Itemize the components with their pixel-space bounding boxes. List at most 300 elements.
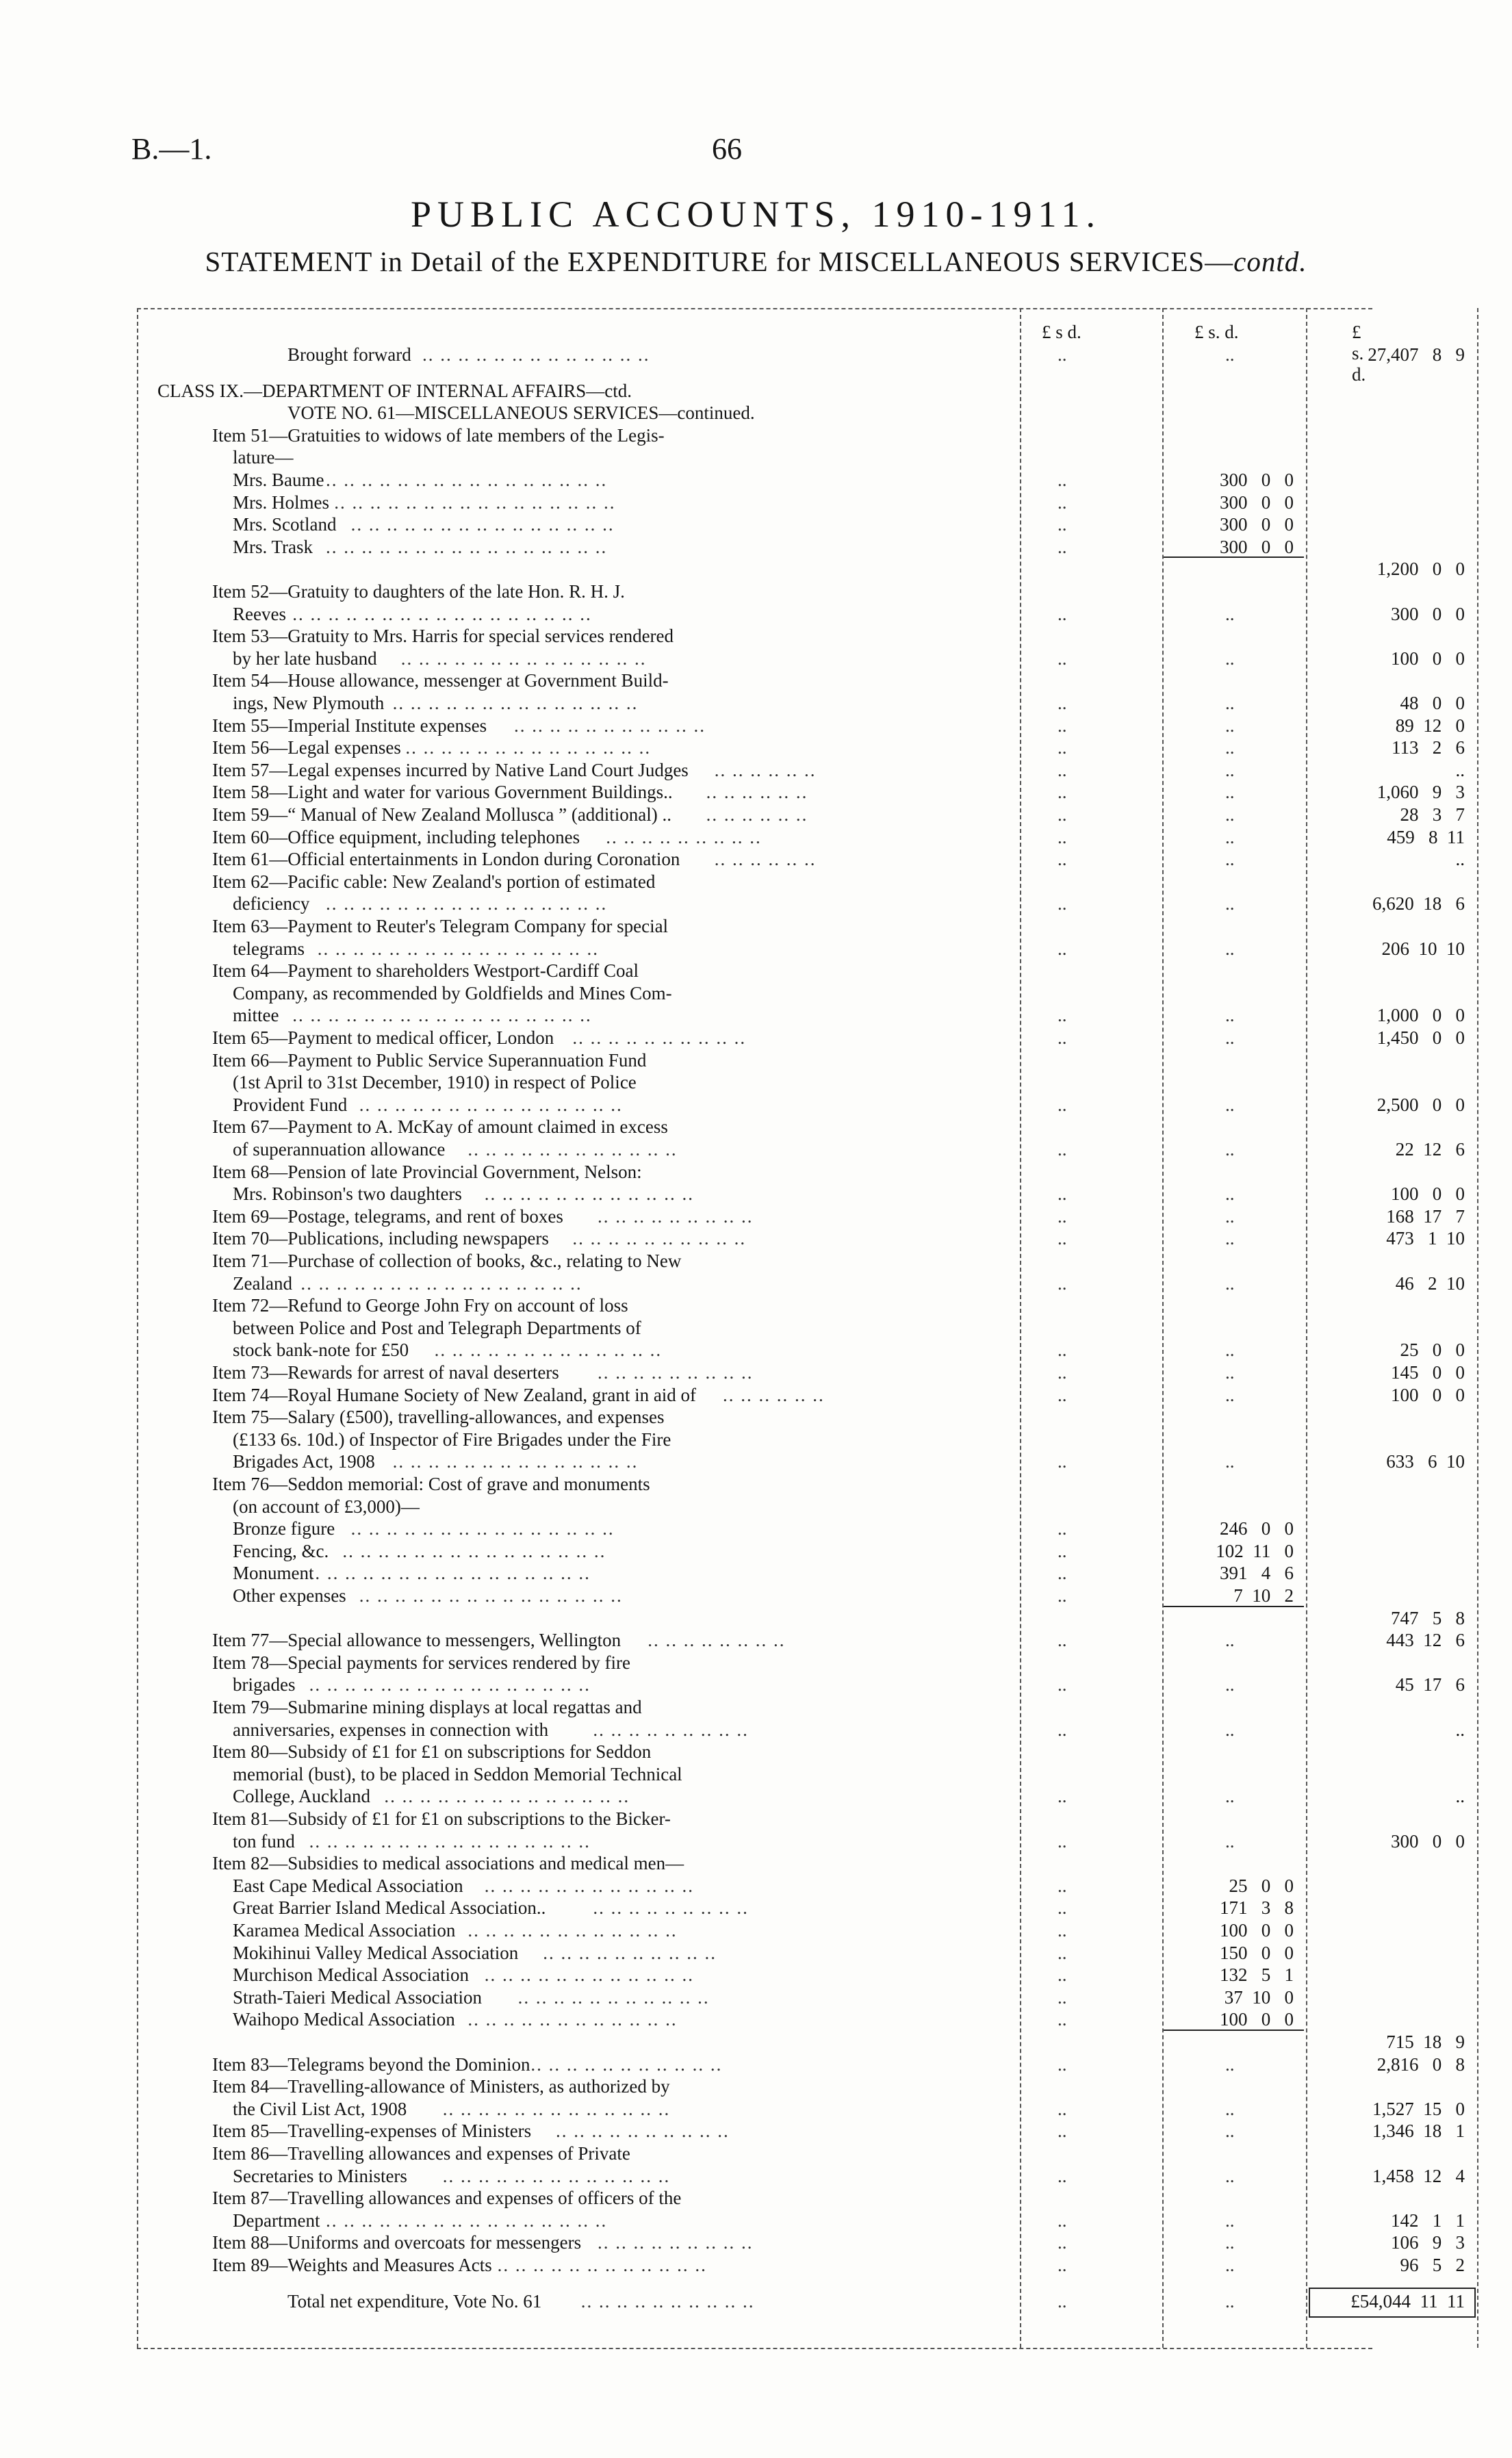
amount-col1: .. xyxy=(1058,715,1067,736)
table-row xyxy=(137,1763,1372,1785)
row-description: of superannuation allowance xyxy=(233,1139,446,1160)
dot-leader: .. .. .. .. .. .. .. .. .. .. .. .. .. .. .. .. .. xyxy=(292,603,592,624)
dot-leader: .. .. .. .. .. .. .. .. .. .. .. .. xyxy=(497,2255,707,2275)
amount-col3: 1,000 0 0 xyxy=(1376,1005,1465,1026)
page-subtitle xyxy=(0,245,1512,278)
row-description: (1st April to 31st December, 1910) in respect of Police xyxy=(233,1072,637,1093)
table-row xyxy=(137,1540,1372,1562)
amount-col3: 25 0 0 xyxy=(1400,1340,1465,1361)
dot-leader: .. .. .. .. .. .. .. .. .. .. .. .. xyxy=(467,1920,678,1941)
dot-leader: .. .. .. .. .. .. .. .. .. .. .. .. .. .. xyxy=(405,737,652,758)
amount-col1: .. xyxy=(1058,2121,1067,2142)
table-row xyxy=(137,1696,1372,1718)
amount-col2: 246 0 0 xyxy=(1220,1518,1294,1539)
dot-leader: .. .. .. .. .. .. .. .. .. .. xyxy=(572,1027,747,1048)
row-description: ings, New Plymouth xyxy=(233,693,385,713)
amount-col2: .. xyxy=(1225,737,1235,758)
row-description: Item 69—Postage, telegrams, and rent of boxes xyxy=(212,1205,563,1227)
table-row xyxy=(137,446,1372,468)
amount-col3: 747 5 8 xyxy=(1391,1607,1465,1628)
row-description: (£133 6s. 10d.) of Inspector of Fire Brigades under the Fire xyxy=(233,1429,671,1450)
amount-col1: .. xyxy=(1058,1384,1067,1405)
amount-col2: .. xyxy=(1225,2098,1235,2119)
amount-col2: .. xyxy=(1225,693,1235,713)
table-row xyxy=(137,1161,1372,1183)
table-row xyxy=(137,1897,1372,1919)
table-row xyxy=(137,1496,1372,1518)
table-bottom-rule xyxy=(137,2348,1372,2349)
table-row xyxy=(137,380,1372,402)
table-row xyxy=(137,1317,1372,1339)
amount-col1: .. xyxy=(1058,470,1067,490)
amount-col2: .. xyxy=(1225,938,1235,959)
table-row xyxy=(137,1429,1372,1450)
dot-leader: .. .. .. .. .. .. .. .. .. .. .. .. .. .. .. .. xyxy=(309,1674,591,1695)
row-description: Item 66—Payment to Public Service Superannuation Fund xyxy=(212,1049,647,1071)
amount-col1: .. xyxy=(1058,2210,1067,2231)
amount-col3: 206 10 10 xyxy=(1381,938,1465,959)
amount-col2: .. xyxy=(1225,344,1235,365)
row-description: Item 88—Uniforms and overcoats for messengers xyxy=(212,2232,582,2253)
amount-col2: 25 0 0 xyxy=(1229,1875,1294,1896)
amount-col2: .. xyxy=(1225,1362,1235,1383)
dot-leader: .. .. .. .. .. .. .. .. .. .. .. .. .. .. .. xyxy=(342,1540,606,1561)
dot-leader: .. .. .. .. .. .. .. .. .. xyxy=(593,1897,749,1919)
dot-leader: .. .. .. .. .. .. .. .. .. .. .. .. .. .. .. .. .. xyxy=(292,1005,592,1026)
amount-col3: 1,200 0 0 xyxy=(1376,559,1465,580)
table-row xyxy=(137,580,1372,602)
amount-col3: 28 3 7 xyxy=(1400,804,1465,825)
amount-col2: .. xyxy=(1225,2165,1235,2186)
dot-leader: .. .. .. .. .. .. .. .. .. .. .. .. .. .. .. xyxy=(350,514,615,535)
row-description: Strath-Taieri Medical Association xyxy=(233,1986,483,2008)
amount-col2: .. xyxy=(1225,1630,1235,1651)
dot-leader: .. .. .. .. .. .. .. .. .. .. .. xyxy=(517,1986,710,2008)
dot-leader: .. .. .. .. .. .. .. .. .. .. .. .. .. .. xyxy=(392,693,639,713)
amount-col2: 300 0 0 xyxy=(1220,491,1294,513)
table-row xyxy=(137,1942,1372,1964)
column-header-3: £ s. d. xyxy=(1352,322,1366,385)
table-row xyxy=(137,982,1372,1004)
table-row xyxy=(137,2290,1465,2312)
row-description: Item 73—Rewards for arrest of naval deserters xyxy=(212,1362,559,1383)
amount-col1: .. xyxy=(1058,514,1067,535)
table-row xyxy=(137,1473,1372,1495)
amount-col1: .. xyxy=(1058,1139,1067,1160)
subtitle-main: STATEMENT in Detail of the EXPENDITURE for MISCELLANEOUS SERVICES— xyxy=(205,246,1234,277)
dot-leader: .. .. .. .. .. .. .. .. .. .. xyxy=(580,2290,755,2312)
amount-col1: .. xyxy=(1058,1340,1067,1361)
table-row xyxy=(137,938,1465,960)
row-description: Item 55—Imperial Institute expenses xyxy=(212,715,487,736)
amount-col3: £54,044 11 11 xyxy=(1350,2290,1465,2312)
amount-col3: 45 17 6 xyxy=(1395,1674,1465,1695)
amount-col2: 37 10 0 xyxy=(1224,1986,1294,2008)
dot-leader: .. .. .. .. .. .. .. .. .. .. .. .. xyxy=(484,1875,695,1896)
row-description: telegrams xyxy=(233,938,305,959)
amount-col2: .. xyxy=(1225,1384,1235,1405)
dot-leader: .. .. .. .. .. .. .. .. .. .. .. .. .. .. .. .. xyxy=(309,1563,591,1584)
row-description: Item 83—Telegrams beyond the Dominion xyxy=(212,2053,530,2075)
row-description: Mrs. Trask xyxy=(233,536,313,557)
amount-col2: .. xyxy=(1225,1786,1235,1807)
dot-leader: .. .. .. .. .. .. xyxy=(714,849,817,870)
table-row xyxy=(137,871,1372,893)
amount-col2: .. xyxy=(1225,1451,1235,1472)
amount-col3: 22 12 6 xyxy=(1395,1139,1465,1160)
table-row xyxy=(137,781,1465,803)
table-row xyxy=(137,1094,1465,1116)
amount-col2: 150 0 0 xyxy=(1220,1942,1294,1963)
row-description: Item 68—Pension of late Provincial Government, Nelson: xyxy=(212,1161,642,1182)
row-description: Item 72—Refund to George John Fry on account of loss xyxy=(212,1295,628,1316)
table-row xyxy=(137,513,1372,535)
amount-col1: .. xyxy=(1058,1094,1067,1115)
row-description: East Cape Medical Association xyxy=(233,1875,463,1896)
dot-leader: .. .. .. .. .. .. .. .. .. .. .. .. .. xyxy=(442,2165,671,2186)
table-row xyxy=(137,915,1372,937)
amount-col1: .. xyxy=(1058,1228,1067,1249)
table-row xyxy=(137,1875,1372,1897)
table-row xyxy=(137,2098,1465,2120)
dot-leader: .. .. .. .. .. .. .. .. .. .. .. .. .. xyxy=(434,1340,663,1361)
table-row xyxy=(137,1629,1465,1651)
table-row xyxy=(137,1004,1465,1026)
amount-col1: .. xyxy=(1058,804,1067,825)
row-description: College, Auckland xyxy=(233,1786,370,1807)
amount-col1: .. xyxy=(1058,1027,1067,1048)
row-description: Item 87—Travelling allowances and expenses of officers of the xyxy=(212,2188,682,2209)
row-description: Item 62—Pacific cable: New Zealand's portion of estimated xyxy=(212,871,656,892)
table-row xyxy=(137,424,1372,446)
amount-col1: .. xyxy=(1058,1875,1067,1896)
table-row xyxy=(137,1406,1372,1428)
amount-col3: 1,527 15 0 xyxy=(1372,2098,1465,2119)
amount-col2: 7 10 2 xyxy=(1233,1585,1294,1606)
table-row xyxy=(137,1607,1465,1629)
row-description: Item 79—Submarine mining displays at local regattas and xyxy=(212,1697,642,1717)
amount-col3: 46 2 10 xyxy=(1395,1272,1465,1294)
dot-leader: .. .. .. .. .. .. .. .. .. .. .. .. xyxy=(467,1139,678,1160)
table-row xyxy=(137,1250,1372,1272)
column-header-1: £ s d. xyxy=(1042,322,1081,342)
row-description: mittee xyxy=(233,1005,279,1026)
row-description: Item 70—Publications, including newspapers xyxy=(212,1228,549,1249)
amount-col2: .. xyxy=(1225,715,1235,736)
row-description: stock bank-note for £50 xyxy=(233,1340,409,1361)
row-description: Brought forward xyxy=(287,344,411,365)
amount-col1: .. xyxy=(1058,2053,1067,2075)
table-row xyxy=(137,2187,1372,2209)
table-row xyxy=(137,491,1372,513)
row-description: Item 89—Weights and Measures Acts xyxy=(212,2255,492,2275)
row-description: Item 60—Office equipment, including telephones xyxy=(212,826,580,847)
table-row xyxy=(137,402,1372,424)
amount-col1: .. xyxy=(1058,2232,1067,2253)
amount-col2: .. xyxy=(1225,1830,1235,1852)
amount-col2: .. xyxy=(1225,849,1235,870)
document-reference: B.—1. xyxy=(131,132,212,166)
row-description: Item 77—Special allowance to messengers, Wellington xyxy=(212,1630,622,1651)
row-description: VOTE NO. 61—MISCELLANEOUS SERVICES—continued. xyxy=(287,402,755,424)
amount-col3: .. xyxy=(1455,759,1465,780)
table-row xyxy=(137,2210,1465,2231)
amount-col3: 27,407 8 9 xyxy=(1368,344,1465,365)
table-row xyxy=(137,1205,1465,1227)
row-description: Item 85—Travelling-expenses of Ministers xyxy=(212,2121,532,2142)
row-description: Item 59—“ Manual of New Zealand Mollusca ” (additional) .. xyxy=(212,804,672,825)
dot-leader: .. .. .. .. .. .. .. .. .. .. .. .. .. .. .. .. xyxy=(326,470,608,490)
table-row xyxy=(137,2053,1465,2075)
table-row xyxy=(137,2142,1372,2164)
amount-col2: .. xyxy=(1225,2210,1235,2231)
row-description: Item 86—Travelling allowances and expenses of Private xyxy=(212,2143,630,2164)
amount-col1: .. xyxy=(1058,1986,1067,2008)
row-description: Item 58—Light and water for various Government Buildings.. xyxy=(212,782,673,803)
row-description: Item 84—Travelling-allowance of Ministers, as authorized by xyxy=(212,2076,670,2097)
row-description: Department xyxy=(233,2210,320,2231)
amount-col1: .. xyxy=(1058,1630,1067,1651)
table-row xyxy=(137,1964,1372,1986)
dot-leader: .. .. .. .. .. .. .. .. .. .. .. .. .. .. xyxy=(384,1786,630,1807)
dot-leader: .. .. .. .. .. .. .. .. .. .. .. .. .. xyxy=(422,344,650,365)
amount-col3: 1,458 12 4 xyxy=(1372,2165,1465,2186)
amount-col3: 1,450 0 0 xyxy=(1376,1027,1465,1048)
dot-leader: .. .. .. .. .. .. .. .. .. .. .. .. xyxy=(484,1964,695,1986)
amount-col3: 473 1 10 xyxy=(1386,1228,1465,1249)
table-row xyxy=(137,1719,1465,1741)
column-header-2: £ s. d. xyxy=(1194,322,1239,342)
dot-leader: .. .. .. .. .. .. .. .. .. xyxy=(598,1362,754,1383)
amount-col1: .. xyxy=(1058,1362,1067,1383)
amount-col1: .. xyxy=(1058,2290,1067,2312)
dot-leader: .. .. .. .. .. .. .. .. .. .. .. .. .. .. .. xyxy=(359,1094,623,1115)
dot-leader: .. .. .. .. .. .. .. .. .. .. .. .. xyxy=(467,2009,678,2030)
table-row xyxy=(137,1674,1465,1695)
amount-col3: .. xyxy=(1455,1719,1465,1740)
amount-col1: .. xyxy=(1058,1272,1067,1294)
amount-col3: 113 2 6 xyxy=(1392,737,1465,758)
amount-col1: .. xyxy=(1058,782,1067,803)
amount-col3: 96 5 2 xyxy=(1400,2255,1465,2275)
amount-col1: .. xyxy=(1058,1540,1067,1561)
table-row xyxy=(137,344,1465,366)
table-row xyxy=(137,1852,1372,1874)
subtotal-rule xyxy=(1164,1606,1304,1607)
row-description: Mokihinui Valley Medical Association xyxy=(233,1942,519,1963)
row-description: Item 63—Payment to Reuter's Telegram Company for special xyxy=(212,916,669,936)
table-row xyxy=(137,2165,1465,2187)
amount-col3: 89 12 0 xyxy=(1395,715,1465,736)
amount-col3: 168 17 7 xyxy=(1386,1205,1465,1227)
amount-col3: 300 0 0 xyxy=(1391,1830,1465,1852)
table-row xyxy=(137,1116,1372,1138)
table-row xyxy=(137,692,1465,714)
row-description: Item 53—Gratuity to Mrs. Harris for special services rendered xyxy=(212,626,674,647)
dot-leader: .. .. .. .. .. .. .. .. .. xyxy=(598,2232,754,2253)
dot-leader: .. .. .. .. .. .. .. .. .. .. .. xyxy=(530,2053,723,2075)
table-row xyxy=(137,960,1372,982)
dot-leader: .. .. .. .. .. .. .. .. .. .. .. .. .. .. .. .. xyxy=(300,1272,582,1294)
page-title: PUBLIC ACCOUNTS, 1910-1911. xyxy=(410,194,1102,235)
table-row xyxy=(137,1808,1372,1830)
amount-col3: 1,346 18 1 xyxy=(1372,2121,1465,2142)
dot-leader: .. .. .. .. .. .. .. .. .. .. .. .. .. .. xyxy=(400,648,647,669)
row-description: Item 71—Purchase of collection of books, &c., relating to New xyxy=(212,1251,682,1271)
amount-col3: 633 6 10 xyxy=(1386,1451,1465,1472)
amount-col2: 100 0 0 xyxy=(1220,2009,1294,2030)
amount-col1: .. xyxy=(1058,1719,1067,1740)
table-right-rule xyxy=(1477,308,1478,2348)
amount-col1: .. xyxy=(1058,1830,1067,1852)
dot-leader: .. .. .. .. .. .. xyxy=(706,804,808,825)
amount-col3: 6,620 18 6 xyxy=(1372,893,1465,914)
dot-leader: .. .. .. .. .. .. .. .. .. xyxy=(593,1719,749,1740)
row-description: Total net expenditure, Vote No. 61 xyxy=(287,2290,542,2312)
amount-col1: .. xyxy=(1058,1786,1067,1807)
amount-col3: .. xyxy=(1455,849,1465,870)
table-top-rule xyxy=(137,308,1372,309)
amount-col3: 145 0 0 xyxy=(1391,1362,1465,1383)
amount-col3: 459 8 11 xyxy=(1387,826,1465,847)
amount-col1: .. xyxy=(1058,536,1067,557)
table-row xyxy=(137,603,1465,625)
dot-leader: .. .. .. .. .. .. .. .. xyxy=(648,1630,786,1651)
table-row xyxy=(137,826,1465,848)
amount-col2: 300 0 0 xyxy=(1220,470,1294,490)
table-row xyxy=(137,1986,1372,2008)
amount-col1: .. xyxy=(1058,1518,1067,1539)
dot-leader: .. .. .. .. .. .. .. .. .. .. .. .. .. .. .. xyxy=(359,1585,623,1606)
row-description: Mrs. Scotland xyxy=(233,514,337,535)
row-description: Item 56—Legal expenses xyxy=(212,737,401,758)
amount-col2: .. xyxy=(1225,1674,1235,1695)
row-description: Company, as recommended by Goldfields and Mines Com- xyxy=(233,982,672,1003)
table-row xyxy=(137,2120,1465,2142)
row-description: Mrs. Holmes xyxy=(233,491,329,513)
table-row xyxy=(137,2008,1372,2030)
expenditure-table xyxy=(137,308,1465,2348)
table-row xyxy=(137,893,1465,914)
row-description: lature— xyxy=(233,447,294,468)
row-description: Item 80—Subsidy of £1 for £1 on subscriptions for Seddon xyxy=(212,1741,652,1763)
dot-leader: .. .. .. .. .. .. .. .. .. .. .. .. xyxy=(484,1183,695,1205)
dot-leader: .. .. .. .. .. .. .. .. .. .. .. .. .. xyxy=(442,2098,671,2119)
dot-leader: .. .. .. .. .. .. .. .. .. xyxy=(606,826,762,847)
amount-col3: 300 0 0 xyxy=(1391,603,1465,624)
table-row xyxy=(137,1450,1465,1472)
amount-col3: 100 0 0 xyxy=(1391,1183,1465,1205)
subtotal-rule xyxy=(1164,556,1304,558)
row-description: Zealand xyxy=(233,1272,292,1294)
row-description: Karamea Medical Association xyxy=(233,1920,456,1941)
amount-col2: .. xyxy=(1225,2290,1235,2312)
amount-col2: .. xyxy=(1225,1005,1235,1026)
amount-col2: .. xyxy=(1225,2232,1235,2253)
row-description: Item 74—Royal Humane Society of New Zealand, grant in aid of xyxy=(212,1384,697,1405)
table-row xyxy=(137,1919,1372,1941)
amount-col2: .. xyxy=(1225,1719,1235,1740)
table-row xyxy=(137,1183,1465,1205)
amount-col1: .. xyxy=(1058,648,1067,669)
table-row xyxy=(137,759,1465,781)
row-description: Item 64—Payment to shareholders Westport-Cardiff Coal xyxy=(212,960,639,982)
amount-col2: 300 0 0 xyxy=(1220,536,1294,557)
amount-col1: .. xyxy=(1058,603,1067,624)
row-description: Reeves xyxy=(233,603,286,624)
dot-leader: .. .. .. .. .. .. .. .. .. .. .. .. .. .. .. xyxy=(350,1518,615,1539)
row-description: Mrs. Robinson's two daughters xyxy=(233,1183,462,1205)
table-row xyxy=(137,1272,1465,1294)
amount-col2: .. xyxy=(1225,1205,1235,1227)
row-description: Other expenses xyxy=(233,1585,346,1606)
amount-col1: .. xyxy=(1058,1674,1067,1695)
row-description: Great Barrier Island Medical Association.. xyxy=(233,1897,546,1919)
subtitle-suffix: contd. xyxy=(1233,246,1307,277)
amount-col2: 100 0 0 xyxy=(1220,1920,1294,1941)
amount-col2: .. xyxy=(1225,2255,1235,2275)
row-description: (on account of £3,000)— xyxy=(233,1496,420,1517)
row-description: Provident Fund xyxy=(233,1094,348,1115)
amount-col1: .. xyxy=(1058,1005,1067,1026)
row-description: ton fund xyxy=(233,1830,295,1852)
amount-col2: .. xyxy=(1225,1139,1235,1160)
amount-col3: 715 18 9 xyxy=(1386,2032,1465,2052)
table-row xyxy=(137,848,1465,870)
row-description: Waihopo Medical Association xyxy=(233,2009,455,2030)
table-row xyxy=(137,1652,1372,1674)
row-description: anniversaries, expenses in connection with xyxy=(233,1719,549,1740)
amount-col1: .. xyxy=(1058,491,1067,513)
amount-col2: 391 4 6 xyxy=(1220,1563,1294,1584)
dot-leader: .. .. .. .. .. .. .. .. .. .. .. .. .. .. xyxy=(392,1451,639,1472)
row-description: Item 76—Seddon memorial: Cost of grave and monuments xyxy=(212,1474,650,1494)
amount-col2: 300 0 0 xyxy=(1220,514,1294,535)
row-description: memorial (bust), to be placed in Seddon Memorial Technical xyxy=(233,1763,682,1784)
row-description: Fencing, &c. xyxy=(233,1540,329,1561)
row-description: brigades xyxy=(233,1674,296,1695)
row-description: Item 78—Special payments for services rendered by fire xyxy=(212,1652,631,1673)
table-row xyxy=(137,1339,1465,1361)
amount-col1: .. xyxy=(1058,1585,1067,1606)
row-description: deficiency xyxy=(233,893,310,914)
dot-leader: .. .. .. .. .. .. .. .. .. .. .. .. .. .. .. .. xyxy=(309,1830,591,1852)
amount-col2: .. xyxy=(1225,648,1235,669)
table-row xyxy=(137,1138,1465,1160)
amount-col2: .. xyxy=(1225,603,1235,624)
subtotal-rule xyxy=(1164,2030,1304,2031)
table-row xyxy=(137,1562,1372,1584)
row-description: by her late husband xyxy=(233,648,377,669)
row-description: Monument xyxy=(233,1563,314,1584)
table-row xyxy=(137,715,1465,737)
table-row xyxy=(137,1027,1465,1049)
amount-col3: 1,060 9 3 xyxy=(1376,782,1465,803)
table-row xyxy=(137,1518,1372,1539)
amount-col1: .. xyxy=(1058,2165,1067,2186)
table-row xyxy=(137,737,1465,758)
amount-col2: .. xyxy=(1225,804,1235,825)
dot-leader: .. .. .. .. .. .. .. .. .. .. .. .. .. .. .. .. xyxy=(317,938,600,959)
amount-col3: .. xyxy=(1455,1786,1465,1807)
row-description: Brigades Act, 1908 xyxy=(233,1451,375,1472)
amount-col1: .. xyxy=(1058,1920,1067,1941)
amount-col2: .. xyxy=(1225,826,1235,847)
dot-leader: .. .. .. .. .. .. .. .. .. .. xyxy=(556,2121,730,2142)
amount-col1: .. xyxy=(1058,693,1067,713)
amount-col1: .. xyxy=(1058,1964,1067,1986)
amount-col3: 2,816 0 8 xyxy=(1376,2053,1465,2075)
